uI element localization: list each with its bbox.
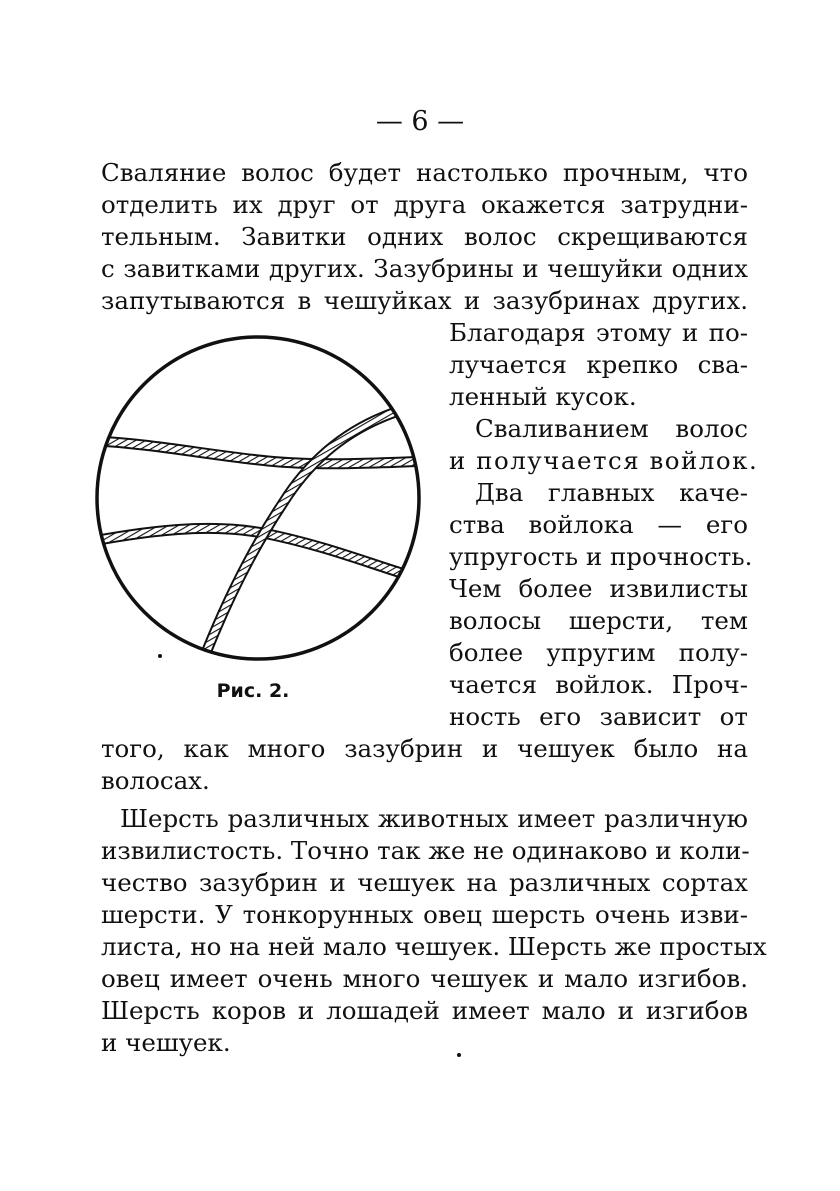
text-line-23: чество зазубрин и чешуек на различных сортах (101, 868, 748, 897)
text-line-14: Чем более извилисты (449, 574, 748, 603)
text-line-3: тельным. Завитки одних волос скрещиваются (101, 222, 748, 251)
text-line-15: волосы шерсти, тем (449, 606, 748, 635)
text-line-21: Шерсть различных животных имеет различную (120, 804, 748, 833)
text-line-1: Сваляние волос будет настолько прочным, что (101, 158, 748, 187)
text-line-25: листа, но на ней мало чешуек. Шерсть же простых (101, 932, 767, 961)
text-line-16: более упругим полу- (449, 638, 748, 667)
text-line-24: шерсти. У тонкорунных овец шерсть очень изви- (101, 900, 748, 929)
text-line-4: с завитками других. Зазубрины и чешуйки одних (101, 254, 748, 283)
wool-fibers-illustration-icon (88, 323, 428, 668)
text-line-7: лучается крепко сва- (449, 350, 748, 379)
text-line-13: упругость и прочность. (449, 542, 753, 571)
text-line-2: отделить их друг от друга окажется затрудни- (101, 190, 748, 219)
text-line-19: того, как много зазубрин и чешуек было на (101, 734, 748, 763)
text-line-17: чается войлок. Проч- (449, 670, 748, 699)
figure-caption: Рис. 2. (216, 680, 290, 702)
text-line-5: запутываются в чешуйках и зазубринах других. (101, 286, 748, 315)
text-line-9: Сваливанием волос (475, 414, 748, 443)
print-speck (158, 654, 162, 658)
text-line-8: ленный кусок. (449, 382, 637, 411)
text-line-28: и чешуек. (101, 1028, 231, 1057)
page-number: — 6 — (375, 106, 465, 137)
text-line-22: извилистость. Точно так же не одинаково и коли- (101, 836, 750, 865)
text-line-11: Два главных каче- (475, 478, 748, 507)
text-line-18: ность его зависит от (449, 702, 748, 731)
print-speck (457, 1053, 461, 1057)
text-line-12: ства войлока — его (449, 510, 748, 539)
text-line-10: и получается войлок. (449, 446, 759, 475)
text-line-27: Шерсть коров и лошадей имеет мало и изгибов (101, 996, 748, 1025)
text-line-26: овец имеет очень много чешуек и мало изгибов. (101, 964, 748, 993)
text-line-20: волосах. (101, 766, 210, 795)
text-line-6: Благодаря этому и по- (449, 318, 748, 347)
